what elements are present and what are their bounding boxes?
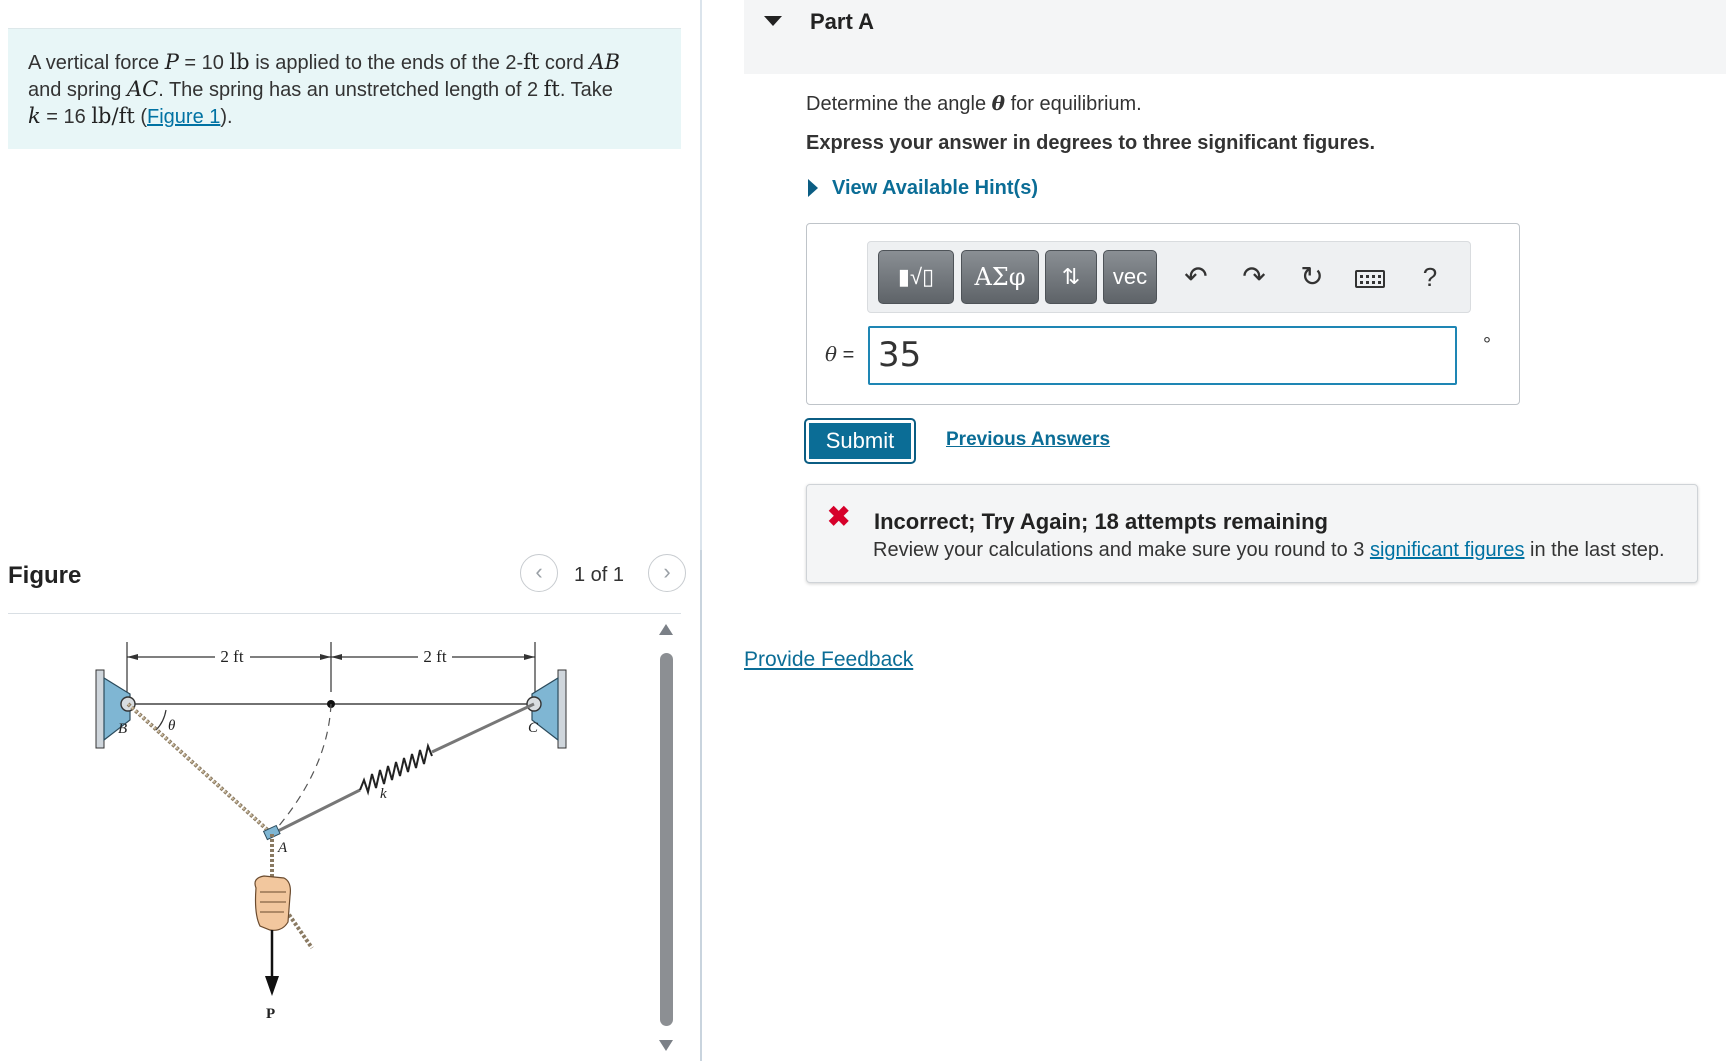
feedback-detail-text: Review your calculations and make sure you round to 3 xyxy=(873,539,1370,561)
theta-symbol: θ xyxy=(991,91,1006,115)
answer-equals: = xyxy=(837,344,855,366)
math-toolbar xyxy=(867,241,1471,313)
problem-statement xyxy=(8,28,681,149)
dimension-label-right: 2 ft xyxy=(423,647,447,666)
swing-arc xyxy=(272,704,331,834)
cord-ab-links xyxy=(128,704,272,834)
feedback-detail xyxy=(873,539,1665,562)
problem-text: ( xyxy=(134,106,148,128)
unit-lb: lb xyxy=(229,50,250,74)
answer-variable: θ xyxy=(825,342,838,366)
chevron-left-icon: ‹ xyxy=(535,559,543,584)
part-header[interactable] xyxy=(744,0,1726,74)
left-pane xyxy=(0,0,700,1061)
problem-text: cord xyxy=(539,52,590,74)
question-part: for equilibrium. xyxy=(1005,93,1142,115)
answer-variable-label xyxy=(825,342,854,367)
submit-button[interactable]: Submit xyxy=(806,420,914,462)
answer-input[interactable]: 35 xyxy=(868,326,1457,385)
dimension-label-left: 2 ft xyxy=(220,647,244,666)
undo-icon: ↶ xyxy=(1184,261,1208,292)
redo-icon: ↷ xyxy=(1242,261,1266,292)
label-p: P xyxy=(266,1006,276,1022)
unit-ft: ft xyxy=(523,50,540,74)
chevron-right-icon: › xyxy=(663,559,671,584)
label-a: A xyxy=(278,840,288,856)
label-theta: θ xyxy=(168,718,176,734)
feedback-detail-text: in the last step. xyxy=(1524,539,1665,561)
provide-feedback-link[interactable]: Provide Feedback xyxy=(744,648,914,671)
problem-text: and spring xyxy=(28,79,127,101)
caret-right-icon xyxy=(808,179,818,197)
spring-coil xyxy=(360,746,432,792)
feedback-box xyxy=(806,484,1698,583)
figure-prev-button[interactable] xyxy=(520,554,558,592)
problem-text: . The spring has an unstretched length of 2 xyxy=(158,79,544,101)
pane-divider-handle[interactable] xyxy=(700,550,702,1061)
cord-symbol: AB xyxy=(589,50,621,74)
dimension-arrow xyxy=(320,654,331,660)
theta-arc xyxy=(156,710,166,730)
label-c: C xyxy=(528,720,539,736)
reset-icon: ↻ xyxy=(1300,261,1324,292)
support-b xyxy=(96,670,135,748)
problem-text: . Take xyxy=(559,79,613,101)
scroll-up-arrow[interactable] xyxy=(659,624,673,635)
vector-button[interactable]: vec xyxy=(1103,250,1157,304)
question-part: Determine the angle xyxy=(806,93,992,115)
answer-instruction: Express your answer in degrees to three significant figures. xyxy=(806,132,1376,154)
problem-text: A vertical force xyxy=(28,52,165,74)
label-k: k xyxy=(380,786,387,802)
dimension-line xyxy=(127,642,535,692)
keyboard-icon xyxy=(1355,270,1385,288)
figure-link[interactable]: Figure 1 xyxy=(147,106,221,128)
figure-counter: 1 of 1 xyxy=(574,564,625,586)
answer-unit: ° xyxy=(1483,334,1491,356)
problem-text: = 10 xyxy=(178,52,230,74)
spring-rod-lower xyxy=(272,790,360,834)
previous-answers-link[interactable]: Previous Answers xyxy=(946,429,1111,450)
dimension-arrow xyxy=(524,654,535,660)
problem-text: is applied to the ends of the 2- xyxy=(249,52,524,74)
support-c xyxy=(527,670,566,748)
significant-figures-link[interactable]: significant figures xyxy=(1369,539,1525,561)
label-b: B xyxy=(118,721,128,737)
hand-icon xyxy=(255,876,290,930)
problem-text: = 16 xyxy=(40,106,92,128)
figure-diagram xyxy=(60,630,620,1040)
redo-button[interactable] xyxy=(1232,252,1276,302)
scroll-down-arrow[interactable] xyxy=(659,1040,673,1051)
force-arrow-head xyxy=(265,976,279,996)
arrows-button[interactable]: ⇅ xyxy=(1045,250,1097,304)
answer-box xyxy=(806,223,1520,405)
part-title: Part A xyxy=(810,9,874,34)
spring-symbol: AC xyxy=(126,77,159,101)
dimension-arrow xyxy=(331,654,342,660)
scrollbar-thumb[interactable] xyxy=(660,653,673,1026)
hints-label: View Available Hint(s) xyxy=(832,177,1038,199)
question-text xyxy=(806,91,1142,116)
problem-text: ). xyxy=(220,106,233,128)
feedback-title: Incorrect; Try Again; 18 attempts remaining xyxy=(874,509,1328,534)
force-symbol: P xyxy=(164,50,179,74)
unit-lb-per-ft: lb/ft xyxy=(91,104,135,128)
greek-letters-button[interactable]: ΑΣφ xyxy=(961,250,1039,304)
dimension-arrow xyxy=(127,654,138,660)
figure-header xyxy=(8,560,681,614)
incorrect-x-icon: ✖ xyxy=(827,501,851,532)
undo-button[interactable] xyxy=(1174,252,1218,302)
spring-rod-upper xyxy=(432,704,534,752)
help-button[interactable]: ? xyxy=(1422,262,1438,292)
reset-button[interactable] xyxy=(1290,252,1334,302)
stiffness-symbol: k xyxy=(28,104,41,128)
caret-down-icon xyxy=(764,16,782,26)
unit-ft: ft xyxy=(543,77,560,101)
figure-next-button[interactable] xyxy=(648,554,686,592)
figure-title: Figure xyxy=(8,562,82,589)
keyboard-button[interactable] xyxy=(1348,252,1392,302)
templates-button[interactable]: ▮√▯ xyxy=(878,250,954,304)
